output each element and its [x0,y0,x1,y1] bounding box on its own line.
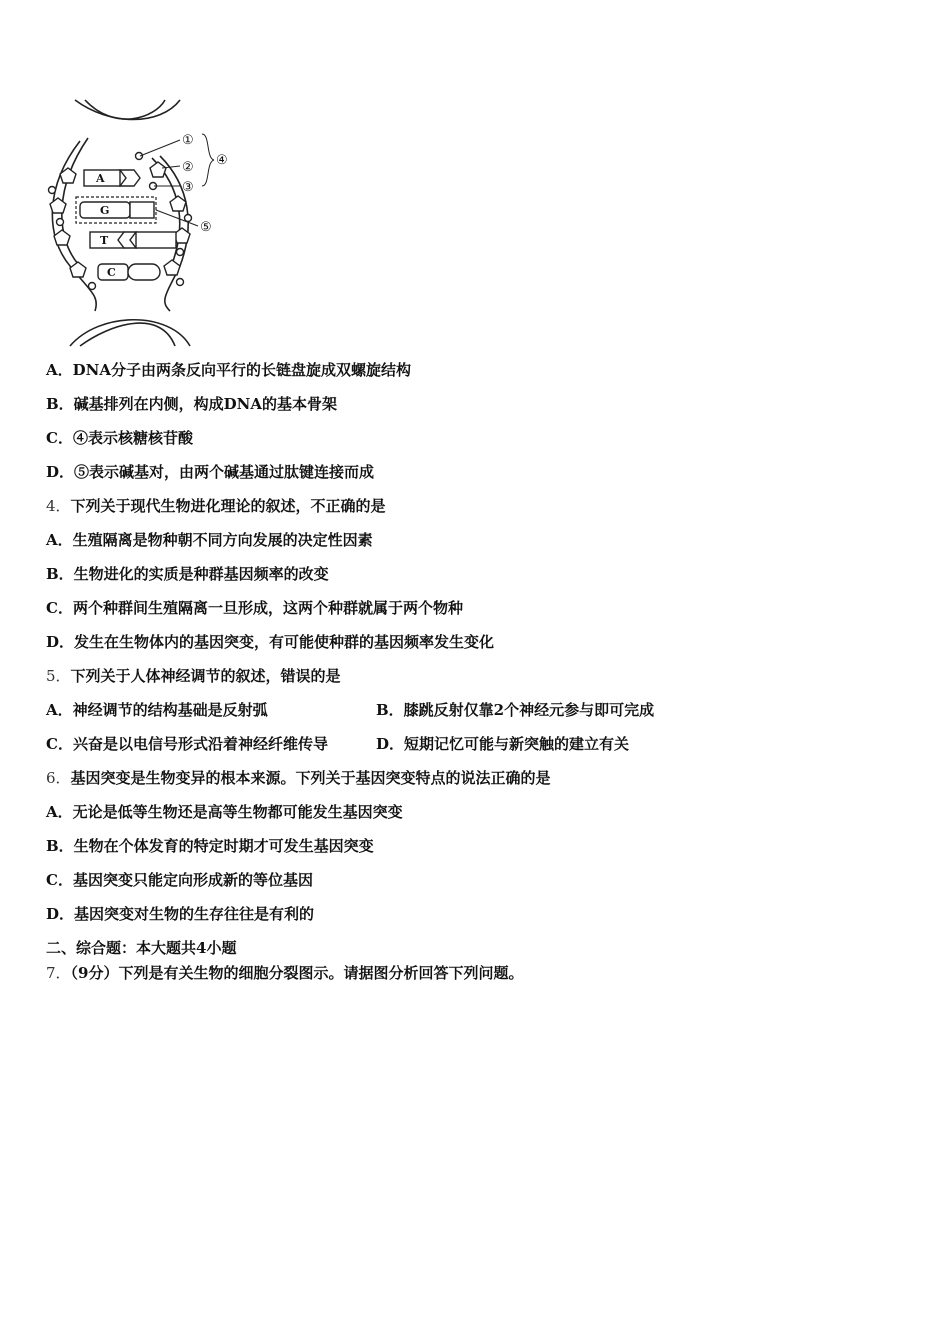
q6-option-d: D．基因突变对生物的生存往往是有利的 [46,905,315,923]
q4-option-d: D．发生在生物体内的基因突变，有可能使种群的基因频率发生变化 [46,633,495,651]
q3-option-d: D．⑤表示碱基对，由两个碱基通过肽键连接而成 [46,463,375,481]
q6-text: 基因突变是生物变异的根本来源。下列关于基因突变特点的说法正确的是 [70,769,551,787]
label-4: ④ [216,153,228,168]
q5-option-b: B．膝跳反射仅靠2个神经元参与即可完成 [376,701,655,719]
q4-option-b: B．生物进化的实质是种群基因频率的改变 [46,565,329,583]
q5-option-c: C．兴奋是以电信号形式沿着神经纤维传导 [46,735,328,753]
base-a: A [96,172,105,185]
q3-option-c: C．④表示核糖核苷酸 [46,429,193,447]
section-2-title: 二、综合题：本大题共4小题 [46,939,237,957]
q6-option-b: B．生物在个体发育的特定时期才可发生基因突变 [46,837,374,855]
label-1: ① [182,133,194,148]
q5-number: 5． [46,667,71,685]
q4-option-a: A．生殖隔离是物种朝不同方向发展的决定性因素 [46,531,373,549]
base-c: C [107,266,116,279]
label-3: ③ [182,180,194,195]
label-2: ② [182,160,194,175]
dna-structure-figure [40,96,240,348]
q7-text: （9分）下列是有关生物的细胞分裂图示。请据图分析回答下列问题。 [70,964,524,982]
q5-text: 下列关于人体神经调节的叙述，错误的是 [70,667,341,685]
q4-text: 下列关于现代生物进化理论的叙述，不正确的是 [70,497,386,515]
q6-option-c: C．基因突变只能定向形成新的等位基因 [46,871,313,889]
q6-number: 6． [46,769,71,787]
q4-number: 4． [46,497,71,515]
label-5: ⑤ [200,220,212,235]
q3-option-b: B．碱基排列在内侧，构成DNA的基本骨架 [46,395,338,413]
q5-option-d: D．短期记忆可能与新突触的建立有关 [376,735,630,753]
q5-stem [46,666,341,686]
q7-stem [46,963,524,983]
q6-stem [46,768,551,788]
q7-number: 7． [46,964,71,982]
base-t: T [100,234,109,247]
q5-option-a: A．神经调节的结构基础是反射弧 [46,701,268,719]
base-g: G [100,204,110,217]
q6-option-a: A．无论是低等生物还是高等生物都可能发生基因突变 [46,803,403,821]
q4-stem [46,496,386,516]
q3-option-a: A．DNA分子由两条反向平行的长链盘旋成双螺旋结构 [46,361,411,379]
q4-option-c: C．两个种群间生殖隔离一旦形成，这两个种群就属于两个物种 [46,599,463,617]
